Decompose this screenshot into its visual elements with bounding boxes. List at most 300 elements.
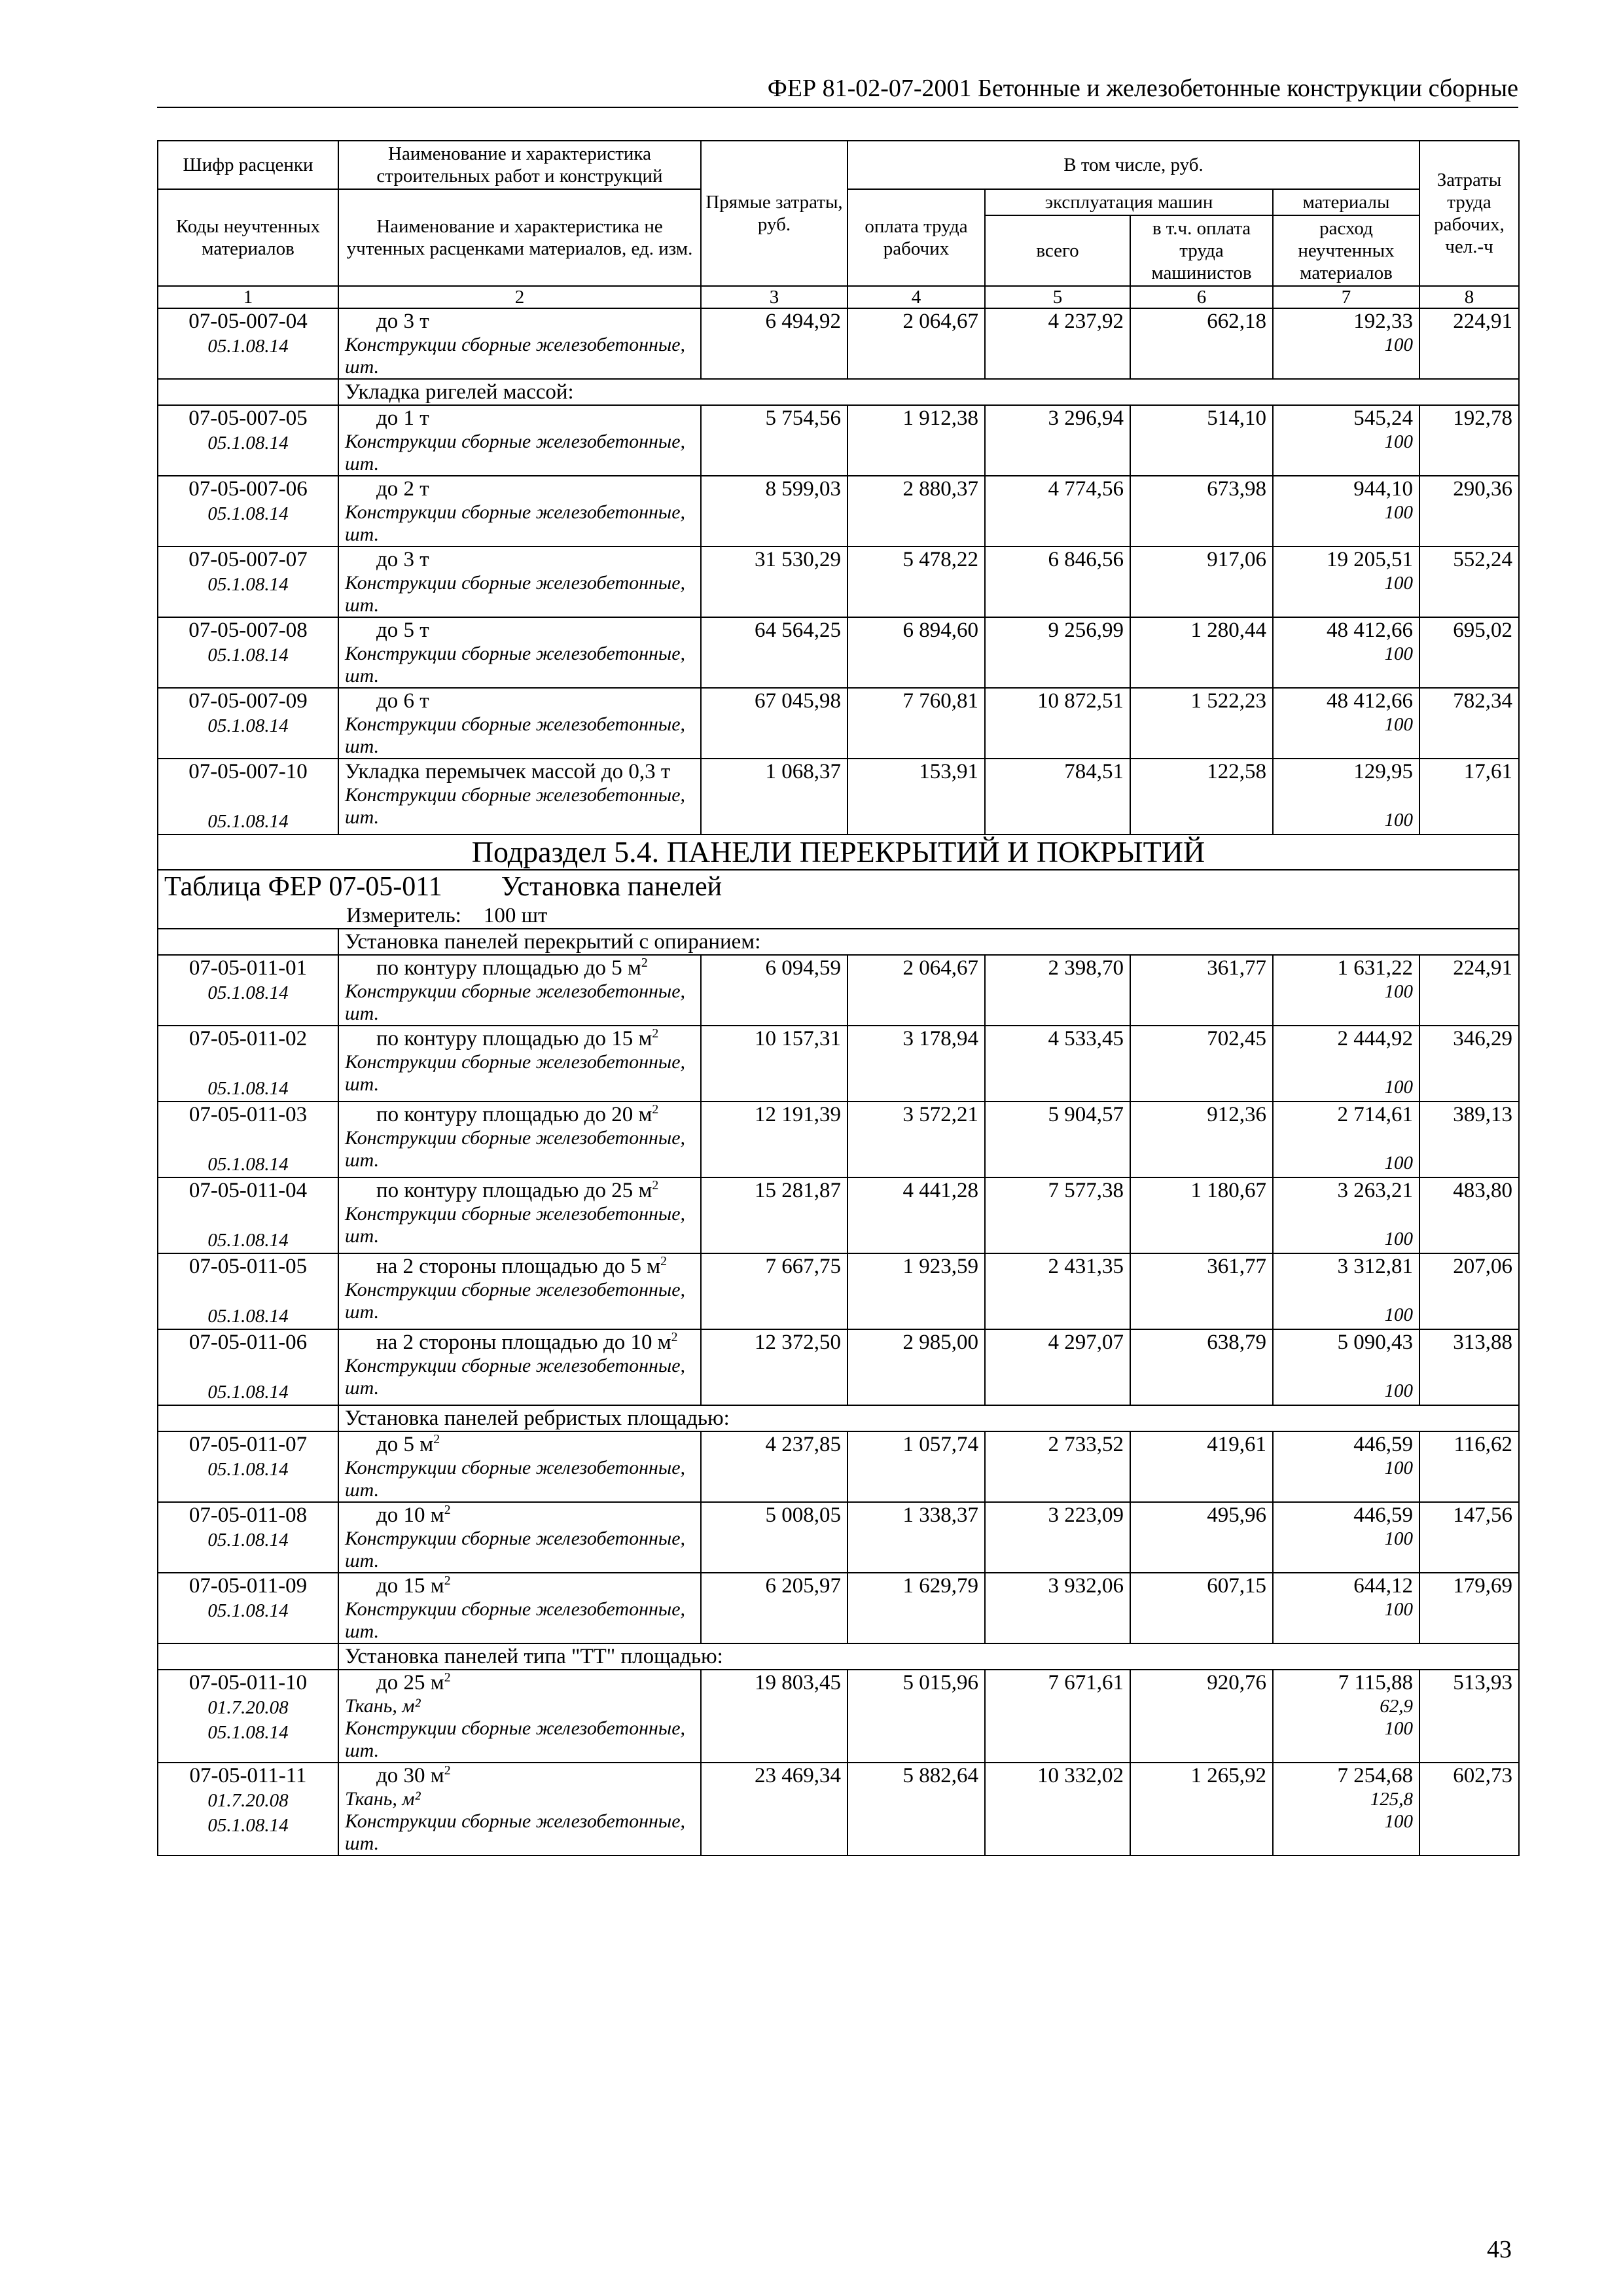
rate-name	[345, 1178, 694, 1203]
cell-hours	[1419, 955, 1519, 1026]
rate-name-text: по контуру площадью до 20 м	[376, 1103, 652, 1126]
rate-row	[158, 405, 1519, 476]
cell-code	[158, 1763, 338, 1856]
cell-machines	[985, 1670, 1130, 1763]
value: 7 760,81	[902, 689, 978, 713]
group-row	[158, 1643, 1519, 1670]
colnum: 4	[847, 286, 985, 308]
cell-direct	[701, 1102, 847, 1177]
rate-row	[158, 308, 1519, 379]
value: 207,06	[1453, 1255, 1512, 1278]
material-code: 05.1.08.14	[207, 1530, 289, 1551]
cell-name	[338, 405, 701, 476]
rate-code: 07-05-011-02	[188, 1027, 308, 1050]
material-code: 05.1.08.14	[207, 1722, 289, 1743]
header-incl: В том числе, руб.	[847, 141, 1419, 189]
header-rule	[157, 107, 1518, 108]
cell-machines	[985, 955, 1130, 1026]
cell-hours	[1419, 547, 1519, 617]
rate-row	[158, 1026, 1519, 1102]
cell-materials	[1273, 1431, 1419, 1502]
cell-machines	[985, 1177, 1130, 1253]
spacer	[164, 1279, 332, 1304]
material-name: Конструкции сборные железобетонные, шт.	[345, 1810, 686, 1854]
cell-name	[338, 1431, 701, 1502]
cell-direct	[701, 688, 847, 759]
cell-code	[158, 759, 338, 834]
fabric-code: 01.7.20.08	[207, 1790, 289, 1811]
rate-code: 07-05-011-10	[188, 1671, 308, 1695]
group-row	[158, 929, 1519, 955]
table-name: Установка панелей	[501, 872, 722, 902]
value: 224,91	[1453, 956, 1512, 980]
value: 514,10	[1207, 406, 1266, 430]
cell-materials	[1273, 405, 1419, 476]
value: 6 494,92	[765, 310, 841, 333]
colnum: 1	[158, 286, 338, 308]
rate-row	[158, 1573, 1519, 1643]
material-code: 05.1.08.14	[207, 1815, 289, 1836]
cell-machine-labor	[1130, 617, 1273, 688]
value: 912,36	[1207, 1103, 1266, 1126]
cell-labor	[847, 547, 985, 617]
column-numbers	[158, 286, 1519, 308]
value: 4 297,07	[1048, 1331, 1124, 1354]
value: 662,18	[1207, 310, 1266, 333]
material-code: 05.1.08.14	[207, 1459, 289, 1480]
cell-hours	[1419, 1177, 1519, 1253]
material-name: Конструкции сборные железобетонные, шт.	[345, 713, 686, 757]
value: 5 904,57	[1048, 1103, 1124, 1126]
rate-row	[158, 1329, 1519, 1405]
rate-name-text: до 2 т	[376, 477, 429, 501]
cell-code	[158, 1026, 338, 1102]
cell-machines	[985, 1573, 1130, 1643]
material-name: Конструкции сборные железобетонные, шт.	[345, 1051, 686, 1095]
rate-code: 07-05-011-07	[188, 1433, 308, 1456]
header-name: Наименование и характеристика строительных работ и конструкций	[338, 141, 701, 189]
value: 3 296,94	[1048, 406, 1124, 430]
rate-name-text: до 5 т	[376, 619, 429, 642]
cell-machines	[985, 1502, 1130, 1573]
table-body	[158, 308, 1519, 1856]
cell-code	[158, 1329, 338, 1405]
value: 48 412,66	[1327, 619, 1413, 642]
table-caption	[158, 870, 1519, 929]
value: 122,58	[1207, 760, 1266, 783]
value: 513,93	[1453, 1671, 1512, 1695]
value: 361,77	[1207, 1255, 1266, 1278]
header-code: Шифр расценки	[158, 141, 338, 189]
value: 1 280,44	[1190, 619, 1266, 642]
spacer	[164, 1355, 332, 1380]
rate-name-text: до 3 т	[376, 310, 429, 333]
rate-row	[158, 1177, 1519, 1253]
material-name: Конструкции сборные железобетонные, шт.	[345, 1203, 686, 1247]
value: 1 057,74	[902, 1433, 978, 1456]
cell-direct	[701, 1177, 847, 1253]
cell-labor	[847, 1177, 985, 1253]
cell-machine-labor	[1130, 759, 1273, 834]
superscript-two: 2	[671, 1330, 678, 1344]
cell-labor	[847, 476, 985, 547]
material-qty: 100	[1384, 334, 1413, 355]
value: 2 985,00	[902, 1331, 978, 1354]
spacer	[1279, 1355, 1413, 1380]
cell-direct	[701, 955, 847, 1026]
material-code: 05.1.08.14	[207, 503, 289, 524]
value: 545,24	[1353, 406, 1413, 430]
cell-materials	[1273, 955, 1419, 1026]
cell-labor	[847, 1026, 985, 1102]
cell-machine-labor	[1130, 1573, 1273, 1643]
cell-labor	[847, 1431, 985, 1502]
rate-name	[345, 1503, 694, 1528]
material-qty: 100	[1384, 981, 1413, 1002]
meter-line	[164, 903, 1512, 928]
value: 153,91	[919, 760, 978, 783]
cell-hours	[1419, 1329, 1519, 1405]
cell-direct	[701, 476, 847, 547]
rate-row	[158, 688, 1519, 759]
rate-name-text: Укладка перемычек массой до 0,3 т	[345, 760, 671, 783]
cell-name	[338, 1670, 701, 1763]
spacer	[1279, 1203, 1413, 1228]
cell-hours	[1419, 1026, 1519, 1102]
cell-labor	[847, 308, 985, 379]
cell-name	[338, 308, 701, 379]
cell-name	[338, 476, 701, 547]
value: 224,91	[1453, 310, 1512, 333]
value: 1 912,38	[902, 406, 978, 430]
value: 3 932,06	[1048, 1574, 1124, 1598]
material-code: 05.1.08.14	[207, 1154, 289, 1175]
rate-name	[345, 1432, 694, 1457]
material-qty: 100	[1384, 714, 1413, 735]
group-title: Укладка ригелей массой:	[338, 379, 1519, 405]
cell-machine-labor	[1130, 1102, 1273, 1177]
material-qty: 100	[1384, 1811, 1413, 1832]
rate-code: 07-05-011-01	[188, 956, 308, 980]
cell-labor	[847, 955, 985, 1026]
value: 5 015,96	[902, 1671, 978, 1695]
value: 147,56	[1453, 1503, 1512, 1527]
value: 702,45	[1207, 1027, 1266, 1050]
material-qty: 100	[1384, 1153, 1413, 1174]
value: 6 205,97	[765, 1574, 841, 1598]
value: 1 923,59	[902, 1255, 978, 1278]
cell-materials	[1273, 1253, 1419, 1329]
cell-labor	[847, 405, 985, 476]
value: 31 530,29	[755, 548, 841, 571]
subsection-title: Подраздел 5.4. ПАНЕЛИ ПЕРЕКРЫТИЙ И ПОКРЫТИЙ	[158, 834, 1519, 870]
value: 1 631,22	[1337, 956, 1413, 980]
cell-machines	[985, 476, 1130, 547]
cell-name	[338, 1253, 701, 1329]
cell-code	[158, 955, 338, 1026]
value: 446,59	[1353, 1433, 1413, 1456]
material-code: 05.1.08.14	[207, 336, 289, 357]
cell-materials	[1273, 1502, 1419, 1573]
value: 313,88	[1453, 1331, 1512, 1354]
rate-row	[158, 759, 1519, 834]
rate-name	[345, 1330, 694, 1355]
cell-machine-labor	[1130, 1431, 1273, 1502]
spacer	[164, 1051, 332, 1076]
superscript-two: 2	[444, 1670, 451, 1685]
cell-hours	[1419, 1763, 1519, 1856]
spacer	[164, 784, 332, 809]
cell-hours	[1419, 405, 1519, 476]
cell-machines	[985, 617, 1130, 688]
material-name: Конструкции сборные железобетонные, шт.	[345, 572, 686, 616]
cell-materials	[1273, 688, 1419, 759]
cell-machines	[985, 1102, 1130, 1177]
superscript-two: 2	[444, 1503, 451, 1517]
cell-name	[338, 955, 701, 1026]
rate-name-text: до 25 м	[376, 1671, 444, 1695]
value: 48 412,66	[1327, 689, 1413, 713]
cell-empty	[158, 1643, 338, 1670]
cell-machines	[985, 547, 1130, 617]
material-qty: 100	[1384, 1599, 1413, 1620]
value: 1 522,23	[1190, 689, 1266, 713]
header-mach-labor: в т.ч. оплата труда машинистов	[1130, 215, 1273, 286]
header-mach-total: всего	[985, 215, 1130, 286]
table-number: Таблица ФЕР 07-05-011	[164, 872, 442, 902]
value: 2 431,35	[1048, 1255, 1124, 1278]
value: 290,36	[1453, 477, 1512, 501]
material-code: 05.1.08.14	[207, 1078, 289, 1099]
value: 8 599,03	[765, 477, 841, 501]
value: 2 064,67	[902, 310, 978, 333]
cell-name	[338, 688, 701, 759]
rate-name	[345, 759, 694, 784]
cell-name	[338, 759, 701, 834]
value: 2 064,67	[902, 956, 978, 980]
cell-machine-labor	[1130, 1763, 1273, 1856]
meter-value: 100 шт	[483, 904, 548, 927]
header-materials: материалы	[1273, 189, 1419, 215]
cell-direct	[701, 405, 847, 476]
cell-code	[158, 547, 338, 617]
cell-hours	[1419, 1573, 1519, 1643]
rate-name-text: на 2 стороны площадью до 5 м	[376, 1255, 661, 1278]
cell-machine-labor	[1130, 308, 1273, 379]
header-mat-codes: Коды неучтенных материалов	[158, 189, 338, 286]
value: 5 008,05	[765, 1503, 841, 1527]
rate-name	[345, 547, 694, 572]
cell-machine-labor	[1130, 1026, 1273, 1102]
value: 4 774,56	[1048, 477, 1124, 501]
value: 6 894,60	[902, 619, 978, 642]
rate-row	[158, 476, 1519, 547]
rate-name	[345, 956, 694, 980]
rate-name-text: по контуру площадью до 15 м	[376, 1027, 652, 1050]
value: 19 803,45	[755, 1671, 841, 1695]
value: 64 564,25	[755, 619, 841, 642]
value: 192,33	[1353, 310, 1413, 333]
cell-name	[338, 1102, 701, 1177]
cell-name	[338, 1763, 701, 1856]
fabric-qty: 62,9	[1380, 1696, 1413, 1717]
cell-name	[338, 1026, 701, 1102]
cell-direct	[701, 308, 847, 379]
group-row	[158, 379, 1519, 405]
cell-direct	[701, 1431, 847, 1502]
rates-table	[157, 140, 1520, 1856]
cell-hours	[1419, 1102, 1519, 1177]
cell-hours	[1419, 1502, 1519, 1573]
value: 2 444,92	[1337, 1027, 1413, 1050]
rate-code: 07-05-007-08	[188, 619, 308, 642]
fabric-qty: 125,8	[1370, 1789, 1413, 1810]
header-machines: эксплуатация машин	[985, 189, 1273, 215]
colnum: 3	[701, 286, 847, 308]
cell-materials	[1273, 1026, 1419, 1102]
rate-row	[158, 1102, 1519, 1177]
rate-code: 07-05-007-04	[188, 310, 308, 333]
rate-name	[345, 406, 694, 431]
rate-row	[158, 955, 1519, 1026]
value: 7 671,61	[1048, 1671, 1124, 1695]
value: 7 667,75	[765, 1255, 841, 1278]
cell-materials	[1273, 759, 1419, 834]
group-row	[158, 1405, 1519, 1431]
material-qty: 100	[1384, 431, 1413, 452]
rate-code: 07-05-007-09	[188, 689, 308, 713]
value: 3 312,81	[1337, 1255, 1413, 1278]
rate-name-text: до 6 т	[376, 689, 429, 713]
cell-code	[158, 617, 338, 688]
cell-machines	[985, 1763, 1130, 1856]
cell-hours	[1419, 617, 1519, 688]
value: 361,77	[1207, 956, 1266, 980]
fabric-name: Ткань, м²	[345, 1788, 421, 1810]
material-code: 05.1.08.14	[207, 811, 289, 832]
rate-name-text: до 30 м	[376, 1764, 444, 1787]
cell-code	[158, 476, 338, 547]
rate-name-text: до 15 м	[376, 1574, 444, 1598]
material-qty: 100	[1384, 643, 1413, 664]
cell-materials	[1273, 1573, 1419, 1643]
rate-code: 07-05-011-03	[188, 1103, 308, 1126]
rate-code: 07-05-007-10	[188, 760, 308, 783]
value: 7 577,38	[1048, 1179, 1124, 1202]
rate-code: 07-05-011-08	[188, 1503, 308, 1527]
value: 1 338,37	[902, 1503, 978, 1527]
rate-name	[345, 1763, 694, 1788]
value: 5 478,22	[902, 548, 978, 571]
value: 673,98	[1207, 477, 1266, 501]
cell-machine-labor	[1130, 688, 1273, 759]
cell-empty	[158, 1405, 338, 1431]
superscript-two: 2	[433, 1432, 440, 1446]
material-qty: 100	[1384, 1380, 1413, 1401]
rate-name	[345, 1026, 694, 1051]
material-code: 05.1.08.14	[207, 433, 289, 454]
material-name: Конструкции сборные железобетонные, шт.	[345, 1717, 686, 1761]
value: 784,51	[1064, 760, 1124, 783]
value: 4 237,92	[1048, 310, 1124, 333]
cell-labor	[847, 1502, 985, 1573]
cell-materials	[1273, 308, 1419, 379]
value: 19 205,51	[1327, 548, 1413, 571]
header-hours: Затраты труда рабочих, чел.-ч	[1419, 141, 1519, 286]
value: 179,69	[1453, 1574, 1512, 1598]
page-number: 43	[1487, 2236, 1512, 2263]
cell-name	[338, 1329, 701, 1405]
material-qty: 100	[1384, 1528, 1413, 1549]
material-code: 05.1.08.14	[207, 982, 289, 1003]
value: 12 191,39	[755, 1103, 841, 1126]
material-code: 05.1.08.14	[207, 1382, 289, 1403]
value: 1 180,67	[1190, 1179, 1266, 1202]
value: 920,76	[1207, 1671, 1266, 1695]
cell-labor	[847, 759, 985, 834]
rate-row	[158, 1502, 1519, 1573]
cell-hours	[1419, 476, 1519, 547]
cell-labor	[847, 1253, 985, 1329]
rate-code: 07-05-011-05	[188, 1255, 308, 1278]
cell-hours	[1419, 1253, 1519, 1329]
cell-machines	[985, 1026, 1130, 1102]
rate-code: 07-05-007-05	[188, 406, 308, 430]
fabric-name: Ткань, м²	[345, 1695, 421, 1717]
material-code: 05.1.08.14	[207, 715, 289, 736]
value: 7 115,88	[1338, 1671, 1413, 1695]
cell-direct	[701, 1670, 847, 1763]
superscript-two: 2	[444, 1573, 451, 1588]
cell-labor	[847, 1763, 985, 1856]
cell-labor	[847, 1102, 985, 1177]
value: 1 068,37	[765, 760, 841, 783]
material-name: Конструкции сборные железобетонные, шт.	[345, 643, 686, 687]
superscript-two: 2	[660, 1254, 668, 1268]
value: 1 265,92	[1190, 1764, 1266, 1787]
value: 116,62	[1454, 1433, 1512, 1456]
fabric-code: 01.7.20.08	[207, 1697, 289, 1718]
cell-machines	[985, 1431, 1130, 1502]
value: 552,24	[1453, 548, 1512, 571]
rate-name-text: до 1 т	[376, 406, 429, 430]
cell-direct	[701, 1253, 847, 1329]
header-mat-usage: расход неучтенных материалов	[1273, 215, 1419, 286]
cell-machine-labor	[1130, 1177, 1273, 1253]
cell-direct	[701, 617, 847, 688]
cell-code	[158, 688, 338, 759]
value: 3 263,21	[1337, 1179, 1413, 1202]
value: 638,79	[1207, 1331, 1266, 1354]
value: 15 281,87	[755, 1179, 841, 1202]
spacer	[164, 1127, 332, 1152]
cell-machine-labor	[1130, 1502, 1273, 1573]
value: 2 714,61	[1337, 1103, 1413, 1126]
value: 3 572,21	[902, 1103, 978, 1126]
material-name: Конструкции сборные железобетонные, шт.	[345, 1457, 686, 1501]
cell-code	[158, 1670, 338, 1763]
rate-name-text: до 3 т	[376, 548, 429, 571]
value: 1 629,79	[902, 1574, 978, 1598]
value: 5 882,64	[902, 1764, 978, 1787]
cell-machine-labor	[1130, 1670, 1273, 1763]
cell-code	[158, 1431, 338, 1502]
cell-labor	[847, 1573, 985, 1643]
cell-hours	[1419, 688, 1519, 759]
rate-code: 07-05-011-11	[189, 1764, 307, 1787]
cell-direct	[701, 1329, 847, 1405]
material-code: 05.1.08.14	[207, 574, 289, 595]
